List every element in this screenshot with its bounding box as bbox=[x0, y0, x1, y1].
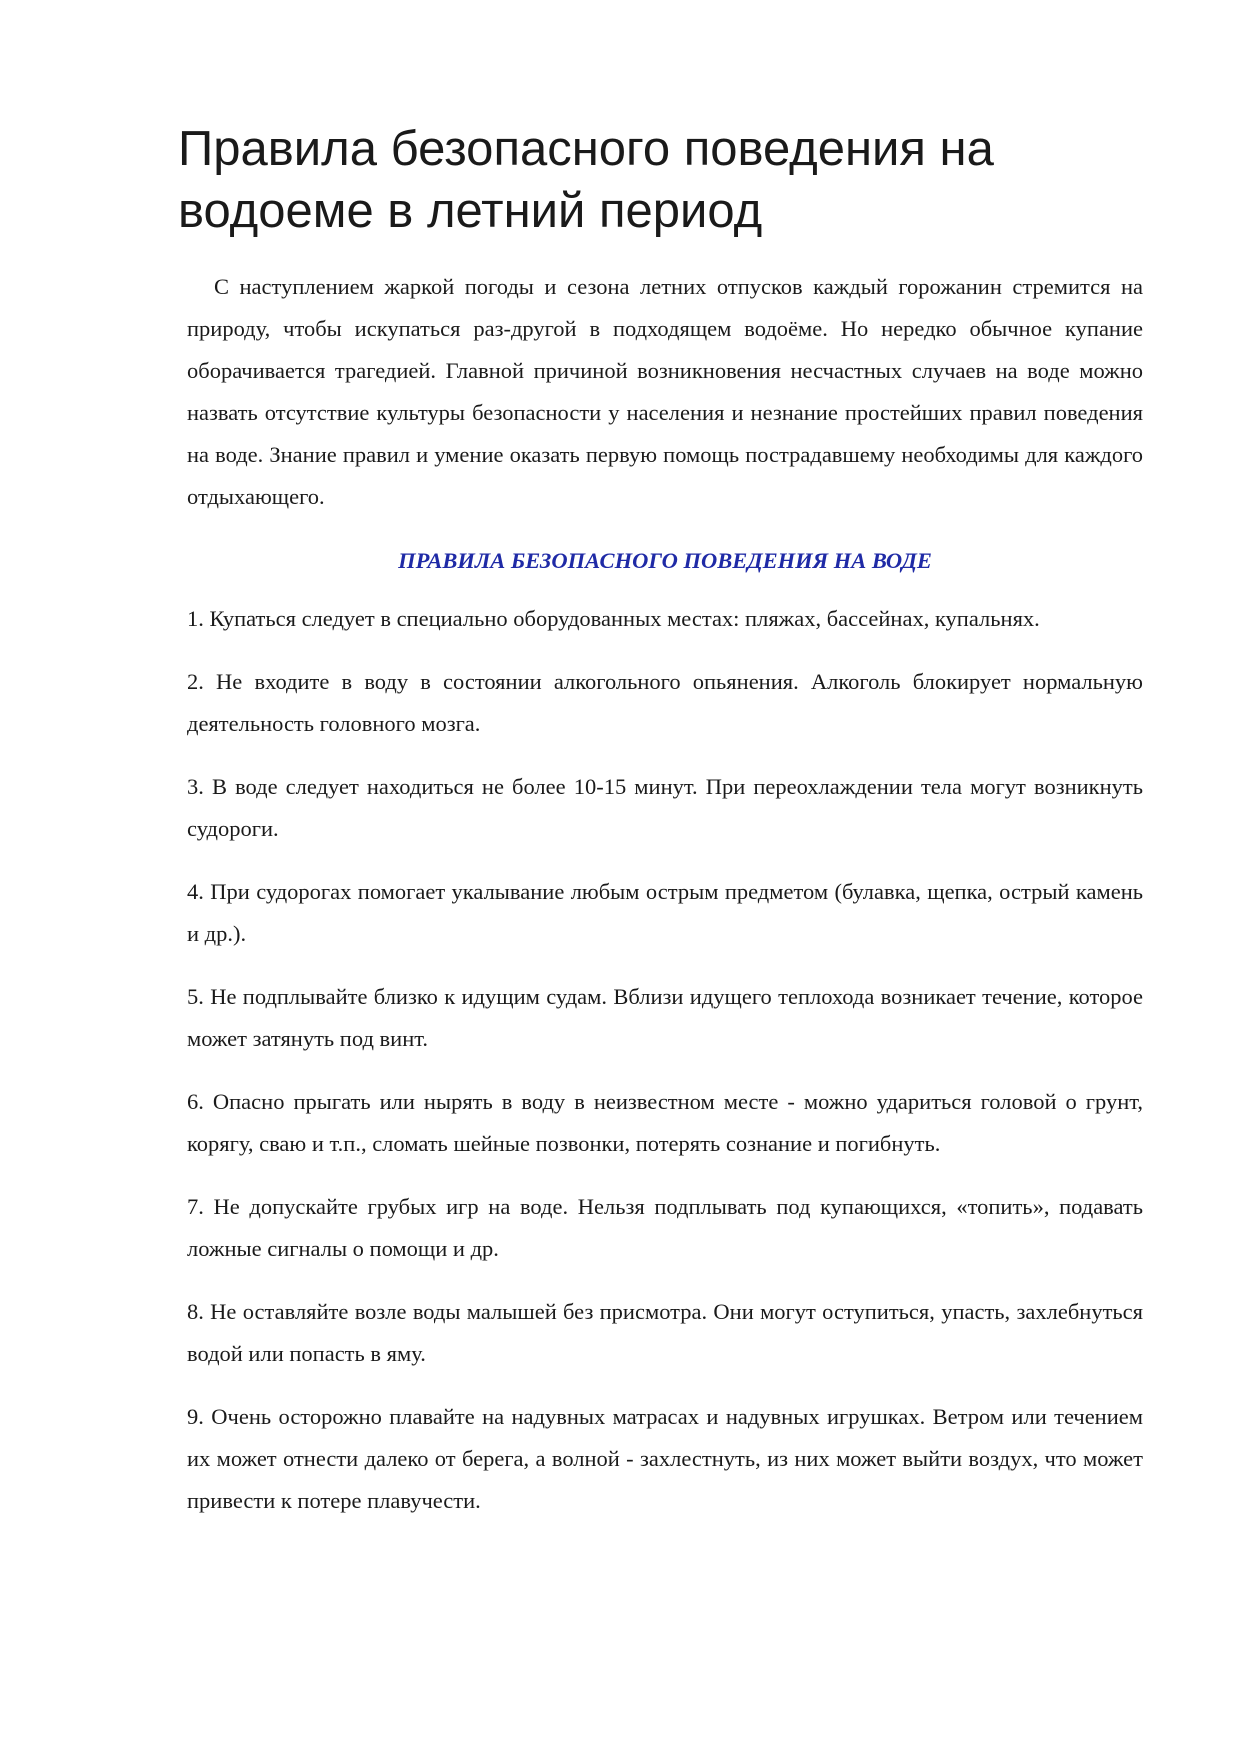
rule-item: 4. При судорогах помогает укалывание любым острым предметом (булавка, щепка, острый камень и др.). bbox=[187, 879, 1143, 946]
rule-item: 5. Не подплывайте близко к идущим судам. Вблизи идущего теплохода возникает течение, которое может затянуть под винт. bbox=[187, 984, 1143, 1051]
document-body bbox=[187, 266, 1143, 1543]
rules-list bbox=[187, 598, 1143, 1522]
rule-item: 2. Не входите в воду в состоянии алкогольного опьянения. Алкоголь блокирует нормальную деятельность головного мозга. bbox=[187, 669, 1143, 736]
intro-paragraph: С наступлением жаркой погоды и сезона летних отпусков каждый горожанин стремится на природу, чтобы искупаться раз-другой в подходящем водоёме. Но нередко обычное купание оборачивается трагедией. Главной причиной возникновения несчастных случаев на воде можно назвать отсутствие культуры безопасности у населения и незнание простейших правил поведения на воде. Знание правил и умение оказать первую помощь пострадавшему необходимы для каждого отдыхающего. bbox=[187, 274, 1143, 509]
rule-item: 7. Не допускайте грубых игр на воде. Нельзя подплывать под купающихся, «топить», подавать ложные сигналы о помощи и др. bbox=[187, 1194, 1143, 1261]
rule-item: 8. Не оставляйте возле воды малышей без присмотра. Они могут оступиться, упасть, захлебнуться водой или попасть в яму. bbox=[187, 1299, 1143, 1366]
section-heading: ПРАВИЛА БЕЗОПАСНОГО ПОВЕДЕНИЯ НА ВОДЕ bbox=[398, 548, 932, 573]
page-title: Правила безопасного поведения на водоеме в летний период bbox=[178, 122, 994, 238]
rule-item: 3. В воде следует находиться не более 10-15 минут. При переохлаждении тела могут возникнуть судороги. bbox=[187, 774, 1143, 841]
rule-item: 9. Очень осторожно плавайте на надувных матрасах и надувных игрушках. Ветром или течением их может отнести далеко от берега, а волной - захлестнуть, из них может выйти воздух, что может привести к потере плавучести. bbox=[187, 1404, 1143, 1513]
rule-item: 1. Купаться следует в специально оборудованных местах: пляжах, бассейнах, купальнях. bbox=[187, 606, 1040, 631]
rule-item: 6. Опасно прыгать или нырять в воду в неизвестном месте - можно удариться головой о грунт, корягу, сваю и т.п., сломать шейные позвонки, потерять сознание и погибнуть. bbox=[187, 1089, 1143, 1156]
